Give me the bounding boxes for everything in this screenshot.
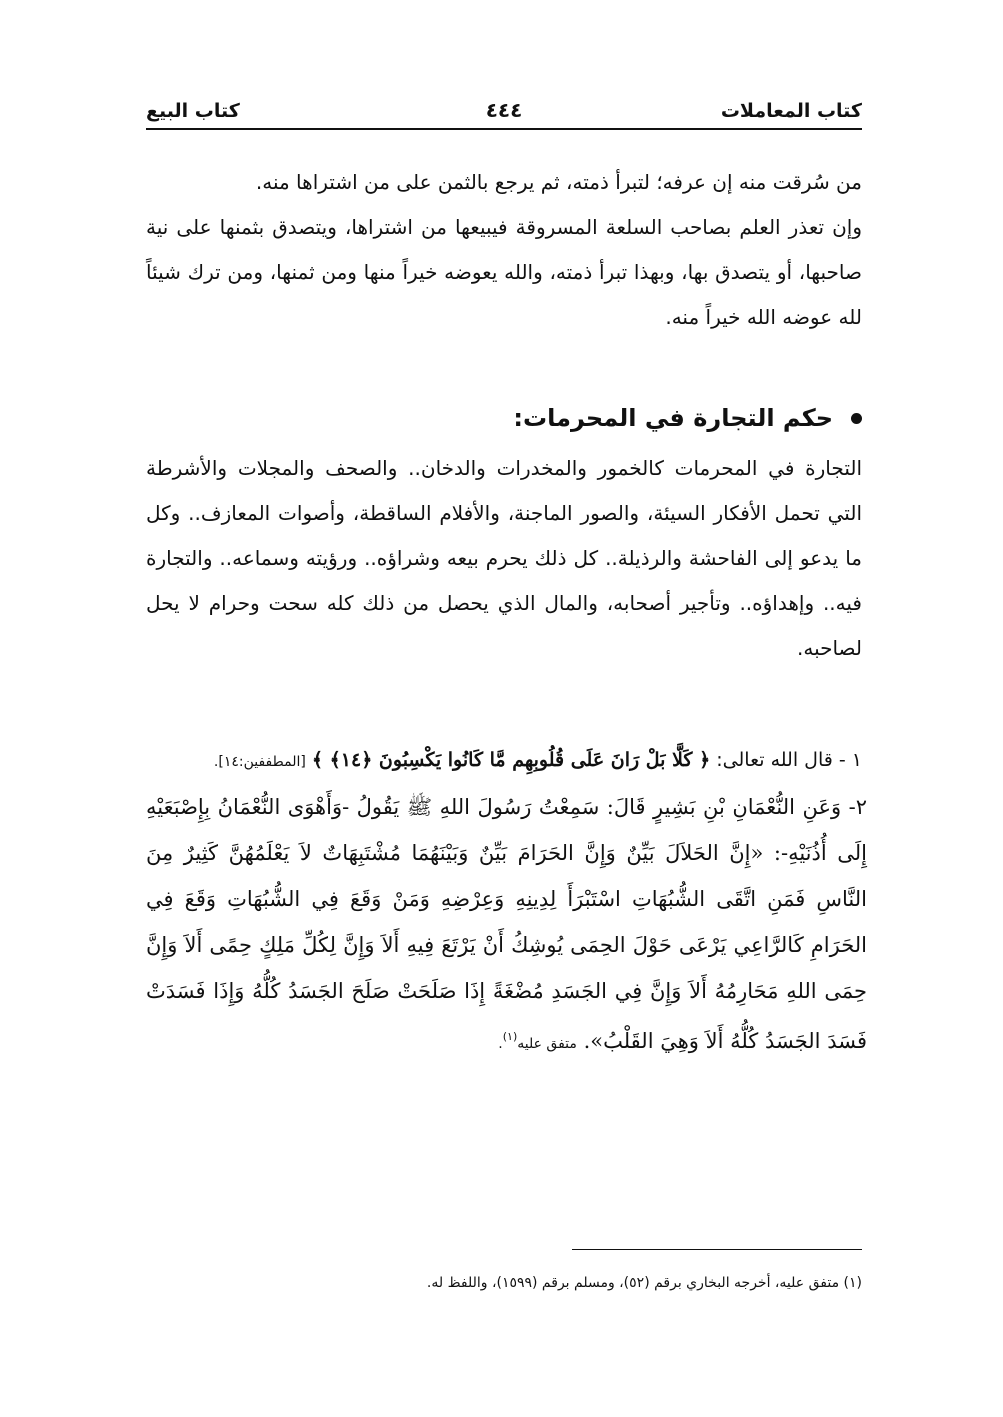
section-paragraph: التجارة في المحرمات كالخمور والمخدرات والدخان.. والصحف والمجلات والأشرطة التي تحمل الأفكار السيئة، والصور الماجنة، والأفلام الساقطة، وأصوات المعازف.. وكل ما يدعو إلى الفاحشة والرذيلة.. كل ذلك يحرم بيعه وشراؤه.. ورؤيته وسماعه.. والتجارة فيه.. وإهداؤه.. وتأجير أصحابه، والمال الذي يحصل من ذلك كله سحت وحرام لا يحل لصاحبه. xyxy=(146,456,862,660)
hadith-text: ٢- وَعَنِ النُّعْمَانِ بْنِ بَشِيرٍ قَالَ: سَمِعْتُ رَسُولَ اللهِ ﷺ يَقُولُ -وَأَهْوَى النُّعْمَانُ بِإِصْبَعَيْهِ إِلَى أُذُنَيْهِ-: «إِنَّ الحَلاَلَ بَيِّنٌ وَإِنَّ الحَرَامَ بَيِّنٌ وَبَيْنَهُمَا مُشْتَبِهَاتٌ لاَ يَعْلَمُهُنَّ كَثِيرٌ مِنَ النَّاسِ فَمَنِ اتَّقَى الشُّبُهَاتِ اسْتَبْرَأَ لِدِينِهِ وَعِرْضِهِ وَمَنْ وَقَعَ فِي الشُّبُهَاتِ وَقَعَ فِي الحَرَامِ كَالرَّاعِي يَرْعَى حَوْلَ الحِمَى يُوشِكُ أَنْ يَرْتَعَ فِيهِ أَلاَ وَإِنَّ لِكُلِّ مَلِكٍ حِمًى أَلاَ وَإِنَّ حِمَى اللهِ مَحَارِمُهُ أَلاَ وَإِنَّ فِي الجَسَدِ مُضْغَةً إِذَا صَلَحَتْ صَلَحَ الجَسَدُ كُلُّهُ وَإِذَا فَسَدَتْ فَسَدَ الجَسَدُ كُلُّهُ أَلاَ وَهِيَ القَلْبُ». xyxy=(146,795,867,1053)
section-heading xyxy=(513,404,862,432)
footnote-divider xyxy=(572,1249,862,1250)
quran-verse: ﴿ كَلَّا بَلْ رَانَ عَلَى قُلُوبِهِم مَّا كَانُوا يَكْسِبُونَ ﴿١٤﴾ ﴾ xyxy=(311,749,711,771)
item-2 xyxy=(146,784,867,1067)
header-chapter-title: كتاب البيع xyxy=(146,100,240,122)
hadith-end: . xyxy=(498,1036,503,1052)
intro-paragraph-2: وإن تعذر العلم بصاحب السلعة المسروقة فيبيعها من اشتراها، ويتصدق بثمنها على نية صاحبها، أو يتصدق بها، وبهذا تبرأ ذمته، والله يعوضه خيراً منها ومن ثمنها، ومن ترك شيئاً لله عوضه الله خيراً منه. xyxy=(146,215,862,329)
hadith-paragraph xyxy=(146,784,867,1067)
item-1 xyxy=(141,740,862,782)
page-header xyxy=(146,96,862,130)
footnote: (١) متفق عليه، أخرجه البخاري برقم (٥٢)، ومسلم برقم (١٥٩٩)، واللفظ له. xyxy=(426,1275,862,1291)
item-1-prefix: ١ - قال الله تعالى: xyxy=(716,749,862,771)
verse-reference: [المطففين:١٤]. xyxy=(213,754,306,770)
footnote-marker[interactable]: (١) xyxy=(502,1030,518,1043)
section-body xyxy=(146,446,862,671)
page-number: ٤٤٤ xyxy=(485,98,523,122)
intro-text xyxy=(146,160,862,340)
section-heading-text: حكم التجارة في المحرمات: xyxy=(513,404,833,432)
hadith-attribution: متفق عليه xyxy=(517,1036,577,1052)
bullet-icon xyxy=(851,413,862,424)
intro-paragraph-1: من سُرقت منه إن عرفه؛ لتبرأ ذمته، ثم يرجع بالثمن على من اشتراها منه. xyxy=(255,170,862,194)
header-book-title: كتاب المعاملات xyxy=(720,100,862,122)
